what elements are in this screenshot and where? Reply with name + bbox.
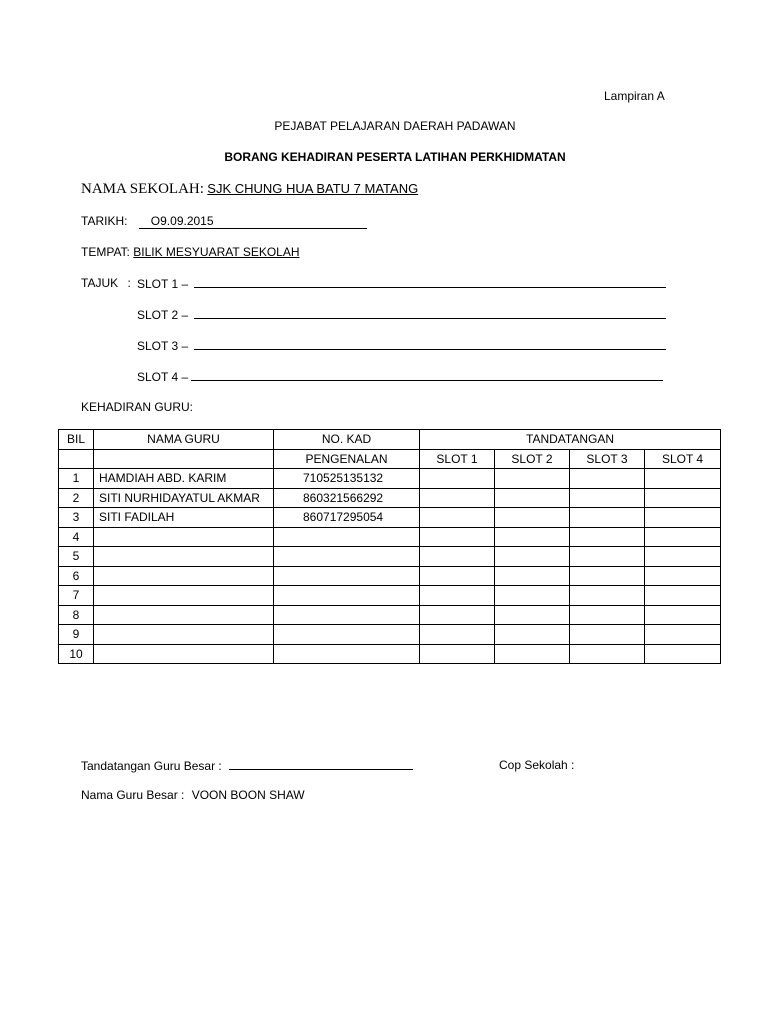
signature-cell[interactable]: [570, 625, 645, 645]
date-value: O9.09.2015: [150, 214, 214, 228]
slot-1-field[interactable]: [194, 276, 666, 288]
slot-1-row: [137, 276, 666, 291]
slot-4-label: SLOT 4 –: [137, 370, 189, 384]
signature-cell[interactable]: [570, 508, 645, 528]
signature-cell[interactable]: [495, 566, 570, 586]
signature-cell[interactable]: [420, 547, 495, 567]
attendance-label: KEHADIRAN GURU:: [81, 400, 194, 414]
slot-4-field[interactable]: [191, 369, 663, 381]
headmaster-name-row: [81, 788, 305, 802]
row-kad[interactable]: [274, 625, 420, 645]
row-kad: 710525135132: [274, 469, 420, 489]
row-kad: 860321566292: [274, 488, 420, 508]
row-kad[interactable]: [274, 605, 420, 625]
place-label: TEMPAT:: [81, 245, 130, 259]
row-kad[interactable]: [274, 566, 420, 586]
signature-cell[interactable]: [420, 508, 495, 528]
table-row: [59, 527, 721, 547]
header-bil: BIL: [59, 430, 94, 450]
row-bil: 10: [59, 644, 94, 664]
table-row: [59, 644, 721, 664]
signature-cell[interactable]: [570, 586, 645, 606]
attendance-table: [58, 429, 721, 664]
school-row: [81, 181, 418, 198]
header-slot-1: SLOT 1: [420, 449, 495, 469]
signature-cell[interactable]: [495, 527, 570, 547]
place-value: BILIK MESYUARAT SEKOLAH: [133, 245, 300, 259]
signature-cell[interactable]: [570, 488, 645, 508]
row-nama[interactable]: [94, 644, 274, 664]
signature-cell[interactable]: [420, 566, 495, 586]
row-nama[interactable]: [94, 625, 274, 645]
row-bil: 9: [59, 625, 94, 645]
slot-4-row: [137, 369, 663, 384]
headmaster-name: VOON BOON SHAW: [191, 788, 305, 802]
signature-cell[interactable]: [495, 488, 570, 508]
header-no-kad: NO. KAD: [274, 430, 420, 450]
table-row: [59, 625, 721, 645]
signature-cell[interactable]: [495, 605, 570, 625]
signature-cell[interactable]: [495, 547, 570, 567]
header-pengenalan: PENGENALAN: [274, 449, 420, 469]
signature-cell[interactable]: [495, 586, 570, 606]
header-slot-3: SLOT 3: [570, 449, 645, 469]
signature-cell[interactable]: [570, 644, 645, 664]
row-nama[interactable]: [94, 605, 274, 625]
form-title: BORANG KEHADIRAN PESERTA LATIHAN PERKHIDMATAN: [224, 150, 566, 164]
slot-3-field[interactable]: [194, 338, 666, 350]
signature-cell[interactable]: [645, 625, 721, 645]
office-title: PEJABAT PELAJARAN DAERAH PADAWAN: [274, 119, 516, 133]
signature-cell[interactable]: [645, 469, 721, 489]
table-row: [59, 488, 721, 508]
table-row: [59, 547, 721, 567]
school-value: SJK CHUNG HUA BATU 7 MATANG: [207, 181, 419, 196]
header-bil-cont: [59, 449, 94, 469]
row-nama[interactable]: [94, 566, 274, 586]
signature-cell[interactable]: [420, 625, 495, 645]
signature-cell[interactable]: [645, 566, 721, 586]
table-row: [59, 469, 721, 489]
row-bil: 6: [59, 566, 94, 586]
table-row: [59, 586, 721, 606]
signature-cell[interactable]: [420, 586, 495, 606]
signature-cell[interactable]: [645, 488, 721, 508]
signature-label: Tandatangan Guru Besar :: [81, 759, 222, 773]
signature-cell[interactable]: [570, 527, 645, 547]
row-kad[interactable]: [274, 644, 420, 664]
signature-cell[interactable]: [570, 605, 645, 625]
signature-cell[interactable]: [420, 527, 495, 547]
signature-cell[interactable]: [570, 547, 645, 567]
header-nama-guru: NAMA GURU: [94, 430, 274, 450]
date-row: [81, 214, 367, 229]
row-bil: 7: [59, 586, 94, 606]
row-bil: 1: [59, 469, 94, 489]
signature-cell[interactable]: [495, 644, 570, 664]
signature-cell[interactable]: [420, 644, 495, 664]
signature-cell[interactable]: [495, 469, 570, 489]
row-bil: 5: [59, 547, 94, 567]
row-nama: SITI NURHIDAYATUL AKMAR: [94, 488, 274, 508]
headmaster-signature-field[interactable]: [229, 758, 413, 770]
date-field[interactable]: [139, 214, 367, 229]
school-label: NAMA SEKOLAH:: [81, 181, 204, 197]
slot-3-label: SLOT 3 –: [137, 339, 189, 353]
table-row: [59, 605, 721, 625]
headmaster-label: Nama Guru Besar :: [81, 788, 185, 802]
header-tandatangan: TANDATANGAN: [420, 430, 721, 450]
stamp-label: Cop Sekolah :: [499, 758, 575, 772]
signature-cell[interactable]: [645, 586, 721, 606]
slot-3-row: [137, 338, 666, 353]
header-nama-cont: [94, 449, 274, 469]
signature-cell[interactable]: [570, 566, 645, 586]
signature-cell[interactable]: [645, 605, 721, 625]
row-kad[interactable]: [274, 586, 420, 606]
row-bil: 8: [59, 605, 94, 625]
header-slot-4: SLOT 4: [645, 449, 721, 469]
signature-cell[interactable]: [420, 488, 495, 508]
signature-cell[interactable]: [420, 605, 495, 625]
slot-2-label: SLOT 2 –: [137, 308, 189, 322]
table-row: [59, 508, 721, 528]
appendix-label: Lampiran A: [604, 89, 665, 103]
row-kad[interactable]: [274, 527, 420, 547]
row-kad: 860717295054: [274, 508, 420, 528]
signature-cell[interactable]: [420, 469, 495, 489]
signature-cell[interactable]: [495, 625, 570, 645]
row-bil: 3: [59, 508, 94, 528]
headmaster-signature-row: [81, 758, 413, 773]
header-slot-2: SLOT 2: [495, 449, 570, 469]
row-nama[interactable]: [94, 527, 274, 547]
signature-cell[interactable]: [645, 644, 721, 664]
row-nama[interactable]: [94, 586, 274, 606]
slot-2-row: [137, 307, 666, 322]
signature-cell[interactable]: [645, 508, 721, 528]
signature-cell[interactable]: [645, 527, 721, 547]
row-nama: SITI FADILAH: [94, 508, 274, 528]
row-bil: 4: [59, 527, 94, 547]
signature-cell[interactable]: [570, 469, 645, 489]
row-nama: HAMDIAH ABD. KARIM: [94, 469, 274, 489]
row-bil: 2: [59, 488, 94, 508]
row-kad[interactable]: [274, 547, 420, 567]
signature-cell[interactable]: [645, 547, 721, 567]
signature-cell[interactable]: [495, 508, 570, 528]
slot-2-field[interactable]: [194, 307, 666, 319]
slot-1-label: SLOT 1 –: [137, 277, 189, 291]
row-nama[interactable]: [94, 547, 274, 567]
table-row: [59, 566, 721, 586]
date-label: TARIKH:: [81, 214, 128, 228]
topic-label: TAJUK :: [81, 276, 131, 290]
place-row: [81, 245, 300, 259]
